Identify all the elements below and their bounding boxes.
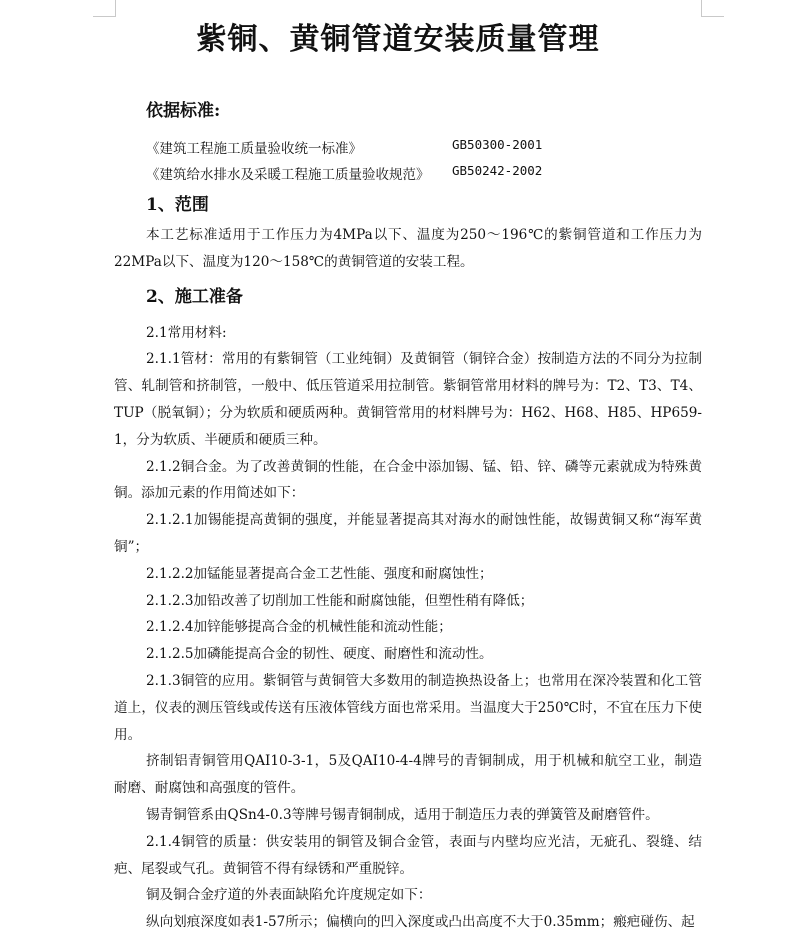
document-title: 紫铜、黄铜管道安装质量管理 <box>196 22 600 57</box>
paragraph: 2.1.2.1加锡能提高黄铜的强度，并能显著提高其对海水的耐蚀性能，故锡黄铜又称“海军黄铜”； <box>114 512 702 555</box>
paragraph: 2.1.2.5加磷能提高合金的韧性、硬度、耐磨性和流动性。 <box>146 646 493 663</box>
standard-name: 《建筑工程施工质量验收统一标准》 <box>146 141 362 157</box>
section-heading-preparation: 2、施工准备 <box>146 287 243 307</box>
paragraph: 2.1.2.4加锌能够提高合金的机械性能和流动性能； <box>146 619 452 636</box>
document-body <box>114 222 702 936</box>
paragraph: 2.1.1管材：常用的有紫铜管（工业纯铜）及黄铜管（铜锌合金）按制造方法的不同分为拉制管、轧制管和挤制管，一般中、低压管道采用拉制管。紫铜管常用材料的牌号为：T2、T3、T4、TUP（脱氧铜）；分为软质和硬质两种。黄铜管常用的材料牌号为：H62、H68、H85、HP659-1，分为软质、半硬质和硬质三种。 <box>114 351 702 448</box>
paragraph: 本工艺标准适用于工作压力为4MPa以下、温度为250～196℃的紫铜管道和工作压力为22MPa以下、温度为120～158℃的黄铜管道的安装工程。 <box>114 227 702 270</box>
paragraph: 锡青铜管系由QSn4-0.3等牌号锡青铜制成，适用于制造压力表的弹簧管及耐磨管件。 <box>146 806 659 823</box>
paragraph: 2.1.4铜管的质量：供安装用的铜管及铜合金管，表面与内壁均应光洁，无疵孔、裂缝、结疤、尾裂或气孔。黄铜管不得有绿锈和严重脱锌。 <box>114 833 702 877</box>
paragraph: 挤制铝青铜管用QAI10-3-1，5及QAI10-4-4牌号的青铜制成，用于机械和航空工业，制造耐磨、耐腐蚀和高强度的管件。 <box>114 753 702 797</box>
paragraph: 纵向划痕深度如表1-57所示；偏横向的凹入深度或凸出高度不大于0.35mm；瘢疤碰伤、起 <box>146 914 695 931</box>
basis-heading: 依据标准: <box>146 101 221 121</box>
paragraph: 2.1常用材料: <box>146 324 227 341</box>
section-heading-scope: 1、范围 <box>146 195 209 215</box>
paragraph: 铜及铜合金疗道的外表面缺陷允许度规定如下： <box>146 887 432 904</box>
paragraph: 2.1.2.3加铅改善了切削加工性能和耐腐蚀能，但塑性稍有降低； <box>146 592 534 609</box>
paragraph: 2.1.2.2加锰能显著提高合金工艺性能、强度和耐腐蚀性； <box>146 565 493 582</box>
standard-code: GB50300-2001 <box>452 137 543 152</box>
paragraph: 2.1.3铜管的应用。紫铜管与黄铜管大多数用的制造换热设备上；也常用在深冷装置和化工管道上，仪表的测压管线或传送有压液体管线方面也常采用。当温度大于250℃时，不宜在压力下使用。 <box>114 672 702 743</box>
paragraph: 2.1.2铜合金。为了改善黄铜的性能，在合金中添加锡、锰、铅、锌、磷等元素就成为特殊黄铜。添加元素的作用简述如下： <box>114 458 702 502</box>
standard-row <box>146 163 543 183</box>
standard-row <box>146 137 543 157</box>
standard-name: 《建筑给水排水及采暖工程施工质量验收规范》 <box>146 167 430 183</box>
standard-code: GB50242-2002 <box>452 163 543 178</box>
